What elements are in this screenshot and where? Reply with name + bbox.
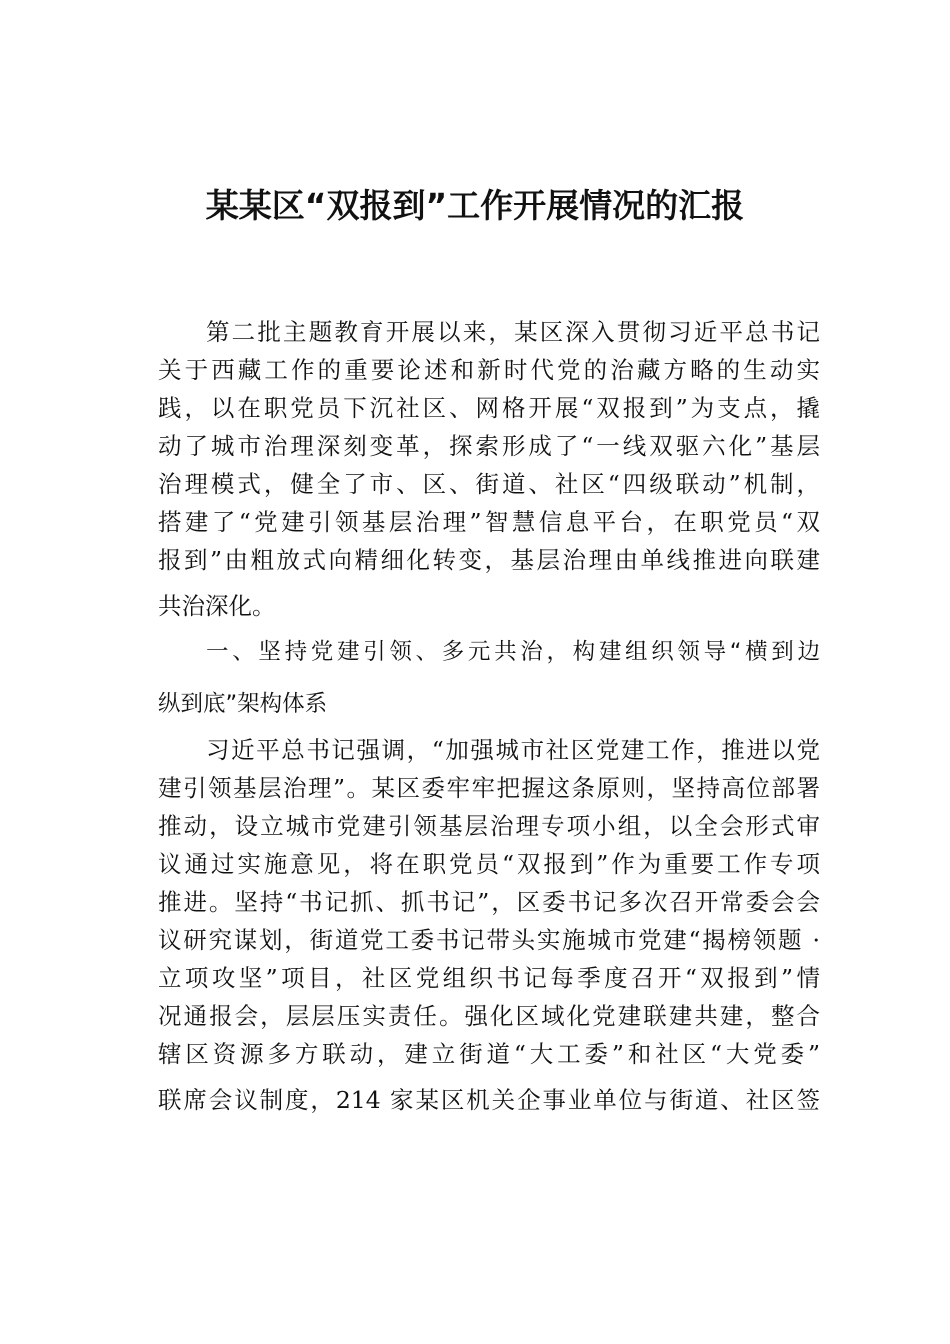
text-line: 推进。坚持“书记抓、抓书记”，区委书记多次召开常委会会 xyxy=(158,888,820,916)
text-line: 习近平总书记强调，“加强城市社区党建工作，推进以党 xyxy=(206,736,820,764)
text-line: 立项攻坚”项目，社区党组织书记每季度召开“双报到”情 xyxy=(158,964,820,992)
text-line: 搭建了“党建引领基层治理”智慧信息平台，在职党员“双 xyxy=(158,508,820,536)
text-line: 关于西藏工作的重要论述和新时代党的治藏方略的生动实 xyxy=(158,356,820,384)
text-line: 共治深化。 xyxy=(158,592,276,620)
text-line: 推动，设立城市党建引领基层治理专项小组，以全会形式审 xyxy=(158,812,820,840)
text-line: 动了城市治理深刻变革，探索形成了“一线双驱六化”基层 xyxy=(158,432,820,460)
text-line: 践，以在职党员下沉社区、网格开展“双报到”为支点，撬 xyxy=(158,394,820,422)
section-heading xyxy=(158,633,820,723)
text-line: 况通报会，层层压实责任。强化区域化党建联建共建，整合 xyxy=(158,1002,820,1030)
heading-line: 纵到底”架构体系 xyxy=(158,691,328,717)
text-line: 第二批主题教育开展以来，某区深入贯彻习近平总书记 xyxy=(206,318,820,346)
text-line: 议通过实施意见，将在职党员“双报到”作为重要工作专项 xyxy=(158,850,820,878)
text-line: 治理模式，健全了市、区、街道、社区“四级联动”机制， xyxy=(158,470,820,498)
intro-paragraph xyxy=(158,313,820,625)
section-paragraph xyxy=(158,731,820,1119)
text-line: 联席会议制度，214 家某区机关企事业单位与街道、社区签 xyxy=(158,1086,820,1114)
text-line: 辖区资源多方联动，建立街道“大工委”和社区“大党委” xyxy=(158,1040,820,1068)
document-body xyxy=(158,313,820,1119)
text-line: 建引领基层治理”。某区委牢牢把握这条原则，坚持高位部署 xyxy=(158,774,820,802)
text-line: 议研究谋划，街道党工委书记带头实施城市党建“揭榜领题 · xyxy=(158,926,820,954)
heading-line: 一、坚持党建引领、多元共治，构建组织领导“横到边 xyxy=(206,639,820,665)
text-line: 报到”由粗放式向精细化转变，基层治理由单线推进向联建 xyxy=(158,546,820,574)
document-title: 某某区“双报到”工作开展情况的汇报 xyxy=(205,186,745,225)
